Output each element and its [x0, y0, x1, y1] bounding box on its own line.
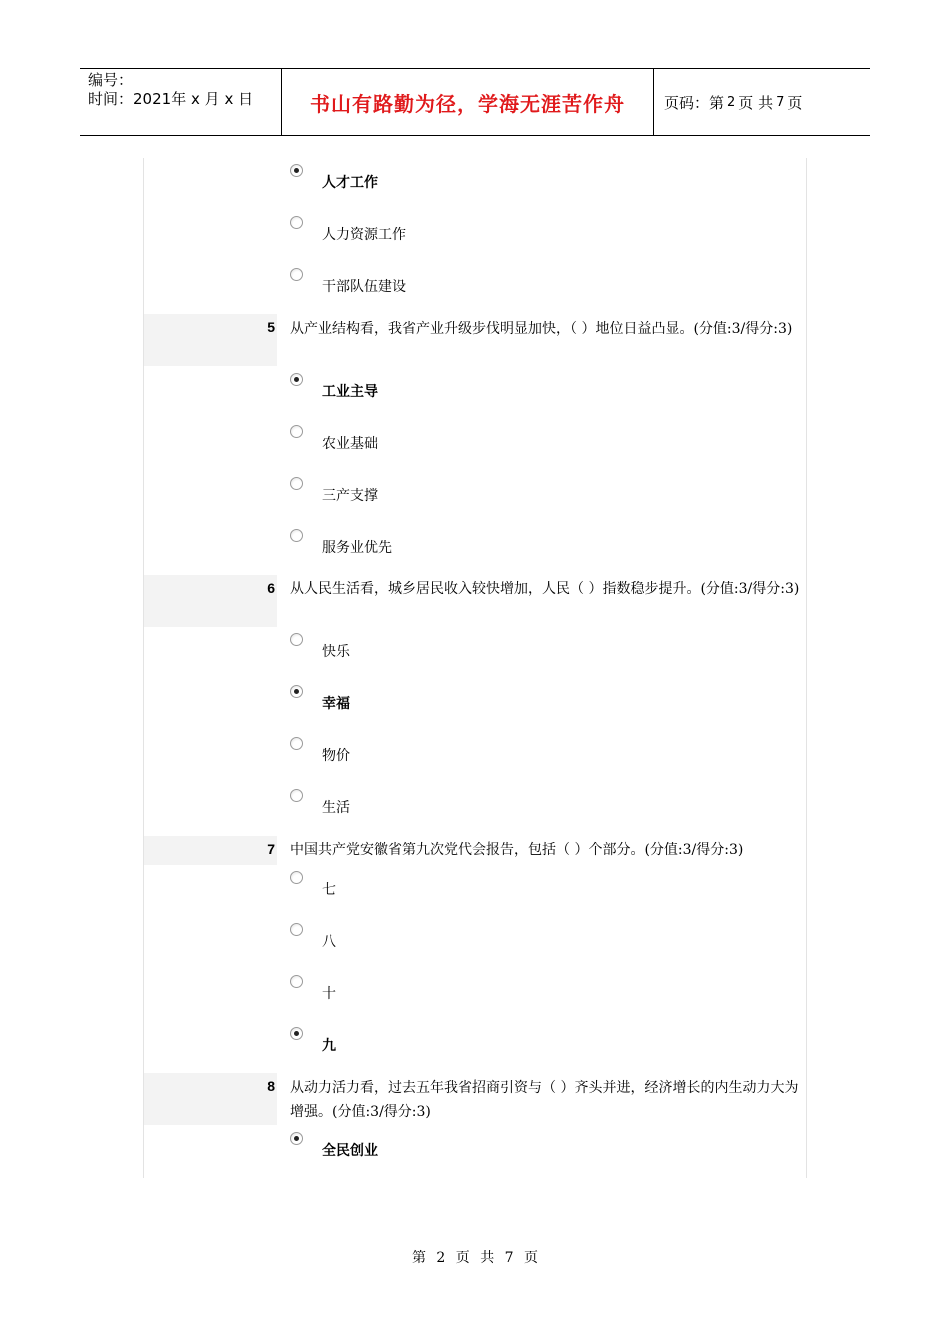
- document-header: [80, 68, 870, 136]
- page-suffix: 页: [787, 93, 803, 112]
- quiz-frame: [143, 158, 807, 1178]
- option-q5-4[interactable]: [290, 529, 590, 556]
- option-q7-2[interactable]: [290, 923, 590, 950]
- question-text-6: 从人民生活看，城乡居民收入较快增加，人民（ ）指数稳步提升。(分值:3/得分:3): [290, 581, 800, 597]
- option-label: 全民创业: [322, 1143, 378, 1159]
- option-label: 三产支撑: [322, 488, 378, 504]
- option-label: 七: [322, 882, 336, 898]
- page-total: 7: [776, 94, 785, 110]
- radio-unselected-icon[interactable]: [290, 425, 303, 438]
- option-q6-4[interactable]: [290, 789, 590, 816]
- page-indicator: [654, 69, 870, 135]
- option-label: 九: [322, 1038, 336, 1054]
- option-label: 人才工作: [322, 175, 378, 191]
- option-label: 物价: [322, 748, 350, 764]
- option-q5-1[interactable]: [290, 373, 590, 400]
- date-month: x: [191, 90, 200, 108]
- option-label: 人力资源工作: [322, 227, 406, 243]
- radio-selected-icon[interactable]: [290, 1132, 303, 1145]
- footer-suffix: 页: [524, 1250, 539, 1266]
- radio-unselected-icon[interactable]: [290, 737, 303, 750]
- option-q7-4[interactable]: [290, 1027, 590, 1054]
- option-label: 十: [322, 986, 336, 1002]
- option-label: 干部队伍建设: [322, 279, 406, 295]
- page-prefix: 页码：第: [664, 93, 725, 112]
- page-current: 2: [727, 94, 736, 110]
- radio-unselected-icon[interactable]: [290, 923, 303, 936]
- radio-selected-icon[interactable]: [290, 685, 303, 698]
- question-text-7: 中国共产党安徽省第九次党代会报告，包括（ ）个部分。(分值:3/得分:3): [290, 842, 744, 858]
- date-day-suffix: 日: [238, 90, 254, 108]
- question-text-5: 从产业结构看，我省产业升级步伐明显加快，（ ）地位日益凸显。(分值:3/得分:3): [290, 321, 793, 337]
- header-meta: [80, 69, 281, 135]
- page-mid: 页 共: [738, 93, 774, 112]
- option-q4-1[interactable]: [290, 164, 590, 191]
- time-label: 时间：: [88, 90, 134, 108]
- option-label: 快乐: [322, 644, 350, 660]
- option-q6-2[interactable]: [290, 685, 590, 712]
- footer-total: 7: [504, 1250, 514, 1266]
- serial-number-label: 编号：: [88, 71, 134, 89]
- option-q6-1[interactable]: [290, 633, 590, 660]
- option-q6-3[interactable]: [290, 737, 590, 764]
- option-q5-2[interactable]: [290, 425, 590, 452]
- option-label: 生活: [322, 800, 350, 816]
- date-year-suffix: 年: [171, 90, 187, 108]
- radio-unselected-icon[interactable]: [290, 216, 303, 229]
- date-line: [88, 90, 281, 109]
- motto-text: 书山有路勤为径，学海无涯苦作舟: [281, 69, 654, 135]
- date-year: 2021: [133, 90, 172, 108]
- option-q4-2[interactable]: [290, 216, 590, 243]
- option-q5-3[interactable]: [290, 477, 590, 504]
- radio-unselected-icon[interactable]: [290, 871, 303, 884]
- question-number-7: 7: [144, 836, 277, 865]
- radio-unselected-icon[interactable]: [290, 975, 303, 988]
- option-q7-1[interactable]: [290, 871, 590, 898]
- footer-current: 2: [436, 1250, 446, 1266]
- option-label: 服务业优先: [322, 540, 392, 556]
- radio-unselected-icon[interactable]: [290, 633, 303, 646]
- option-label: 农业基础: [322, 436, 378, 452]
- question-number-5: 5: [144, 314, 277, 366]
- question-number-6: 6: [144, 575, 277, 627]
- radio-unselected-icon[interactable]: [290, 477, 303, 490]
- date-month-suffix: 月: [204, 90, 220, 108]
- radio-selected-icon[interactable]: [290, 373, 303, 386]
- question-number-8: 8: [144, 1073, 277, 1125]
- page-footer: [0, 1247, 950, 1267]
- footer-mid: 页 共: [455, 1250, 495, 1266]
- option-label: 工业主导: [322, 384, 378, 400]
- option-q7-3[interactable]: [290, 975, 590, 1002]
- option-q8-1[interactable]: [290, 1132, 590, 1159]
- footer-prefix: 第: [411, 1250, 426, 1266]
- option-label: 幸福: [322, 696, 350, 712]
- date-day: x: [224, 90, 234, 108]
- radio-selected-icon[interactable]: [290, 164, 303, 177]
- radio-unselected-icon[interactable]: [290, 268, 303, 281]
- option-q4-3[interactable]: [290, 268, 590, 295]
- question-text-8: 从动力活力看，过去五年我省招商引资与（ ）齐头并进，经济增长的内生动力大为增强。(分值:3/得分:3): [290, 1080, 799, 1120]
- radio-selected-icon[interactable]: [290, 1027, 303, 1040]
- radio-unselected-icon[interactable]: [290, 529, 303, 542]
- option-label: 八: [322, 934, 336, 950]
- radio-unselected-icon[interactable]: [290, 789, 303, 802]
